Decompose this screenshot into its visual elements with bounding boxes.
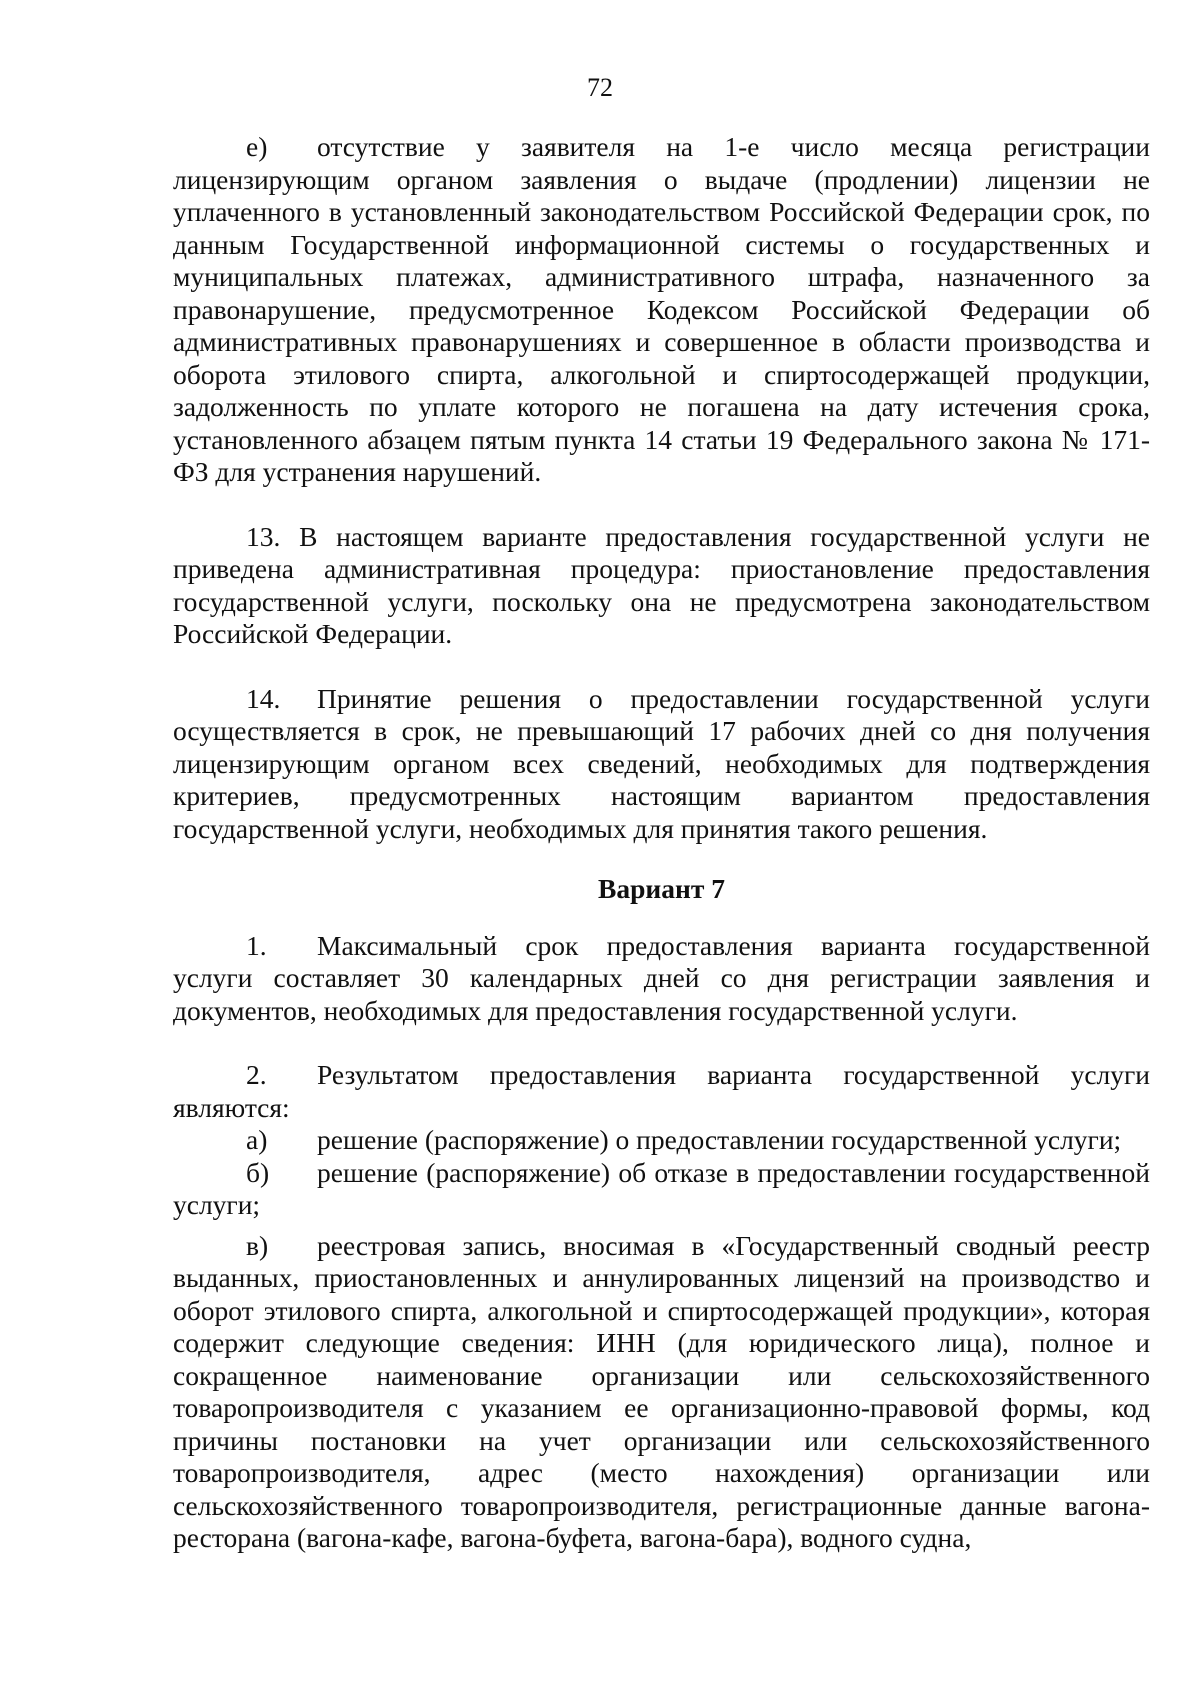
paragraph-text: Результатом предоставления варианта государственной услуги являются:: [173, 1059, 1150, 1123]
variant-paragraph-1: [173, 930, 1150, 1028]
subitem-text: отсутствие у заявителя на 1-е число месяца регистрации лицензирующим органом заявления о выдаче (продлении) лицензии не уплаченного в установленный законодательством Российской Федерации срок, по данным Государственной информационной системы о государственных и муниципальных платежах, административного штрафа, назначенного за правонарушение, предусмотренное Кодексом Российской Федерации об административных правонарушениях и совершенное в области производства и оборота этилового спирта, алкогольной и спиртосодержащей продукции, задолженность по уплате которого не погашена на дату истечения срока, установленного абзацем пятым пункта 14 статьи 19 Федерального закона № 171-ФЗ для устранения нарушений.: [173, 131, 1150, 487]
subitem-v: [173, 1230, 1150, 1555]
paragraph-13: 13. В настоящем варианте предоставления государственной услуги не приведена административная процедура: приостановление предоставления государственной услуги, поскольку она не предусмотрена законодательством Российской Федерации.: [173, 520, 1150, 649]
section-heading: Вариант 7: [598, 873, 725, 904]
paragraph-marker: 14.: [246, 682, 281, 714]
paragraph-text: Максимальный срок предоставления варианта государственной услуги составляет 30 календарных дней со дня регистрации заявления и документов, необходимых для предоставления государственной услуги.: [173, 929, 1150, 1026]
subitem-text: решение (распоряжение) о предоставлении государственной услуги;: [317, 1124, 1122, 1155]
subitem-text: реестровая запись, вносимая в «Государственный сводный реестр выданных, приостановленных и аннулированных лицензий на производство и оборот этилового спирта, алкогольной и спиртосодержащей продукции», которая содержит следующие сведения: ИНН (для юридического лица), полное и сокращенное наименование организации или сельскохозяйственного товаропроизводителя с указанием ее организационно-правовой формы, код причины постановки на учет организации или сельскохозяйственного товаропроизводителя, адрес (место нахождения) организации или сельскохозяйственного товаропроизводителя, регистрационные данные вагона-ресторана (вагона-кафе, вагона-буфета, вагона-бара), водного судна,: [173, 1229, 1150, 1553]
subitem-e: [173, 131, 1150, 489]
subitem-marker: е): [246, 131, 268, 162]
variant-paragraph-2: [173, 1059, 1150, 1124]
page-number: 72: [587, 73, 613, 102]
subitem-a: [173, 1124, 1150, 1157]
subitem-marker: в): [246, 1229, 269, 1261]
paragraph-14: [173, 683, 1150, 846]
subitem-b: [173, 1157, 1150, 1222]
subitem-marker: а): [246, 1124, 268, 1155]
subitem-marker: б): [246, 1156, 270, 1188]
document-body: [173, 131, 1150, 1555]
subitem-text: решение (распоряжение) об отказе в предоставлении государственной услуги;: [173, 1156, 1150, 1220]
paragraph-marker: 1.: [246, 929, 267, 961]
paragraph-text: Принятие решения о предоставлении государственной услуги осуществляется в срок, не превышающий 17 рабочих дней со дня получения лицензирующим органом всех сведений, необходимых для подтверждения критериев, предусмотренных настоящим вариантом предоставления государственной услуги, необходимых для принятия такого решения.: [173, 682, 1150, 844]
paragraph-marker: 2.: [246, 1059, 267, 1090]
